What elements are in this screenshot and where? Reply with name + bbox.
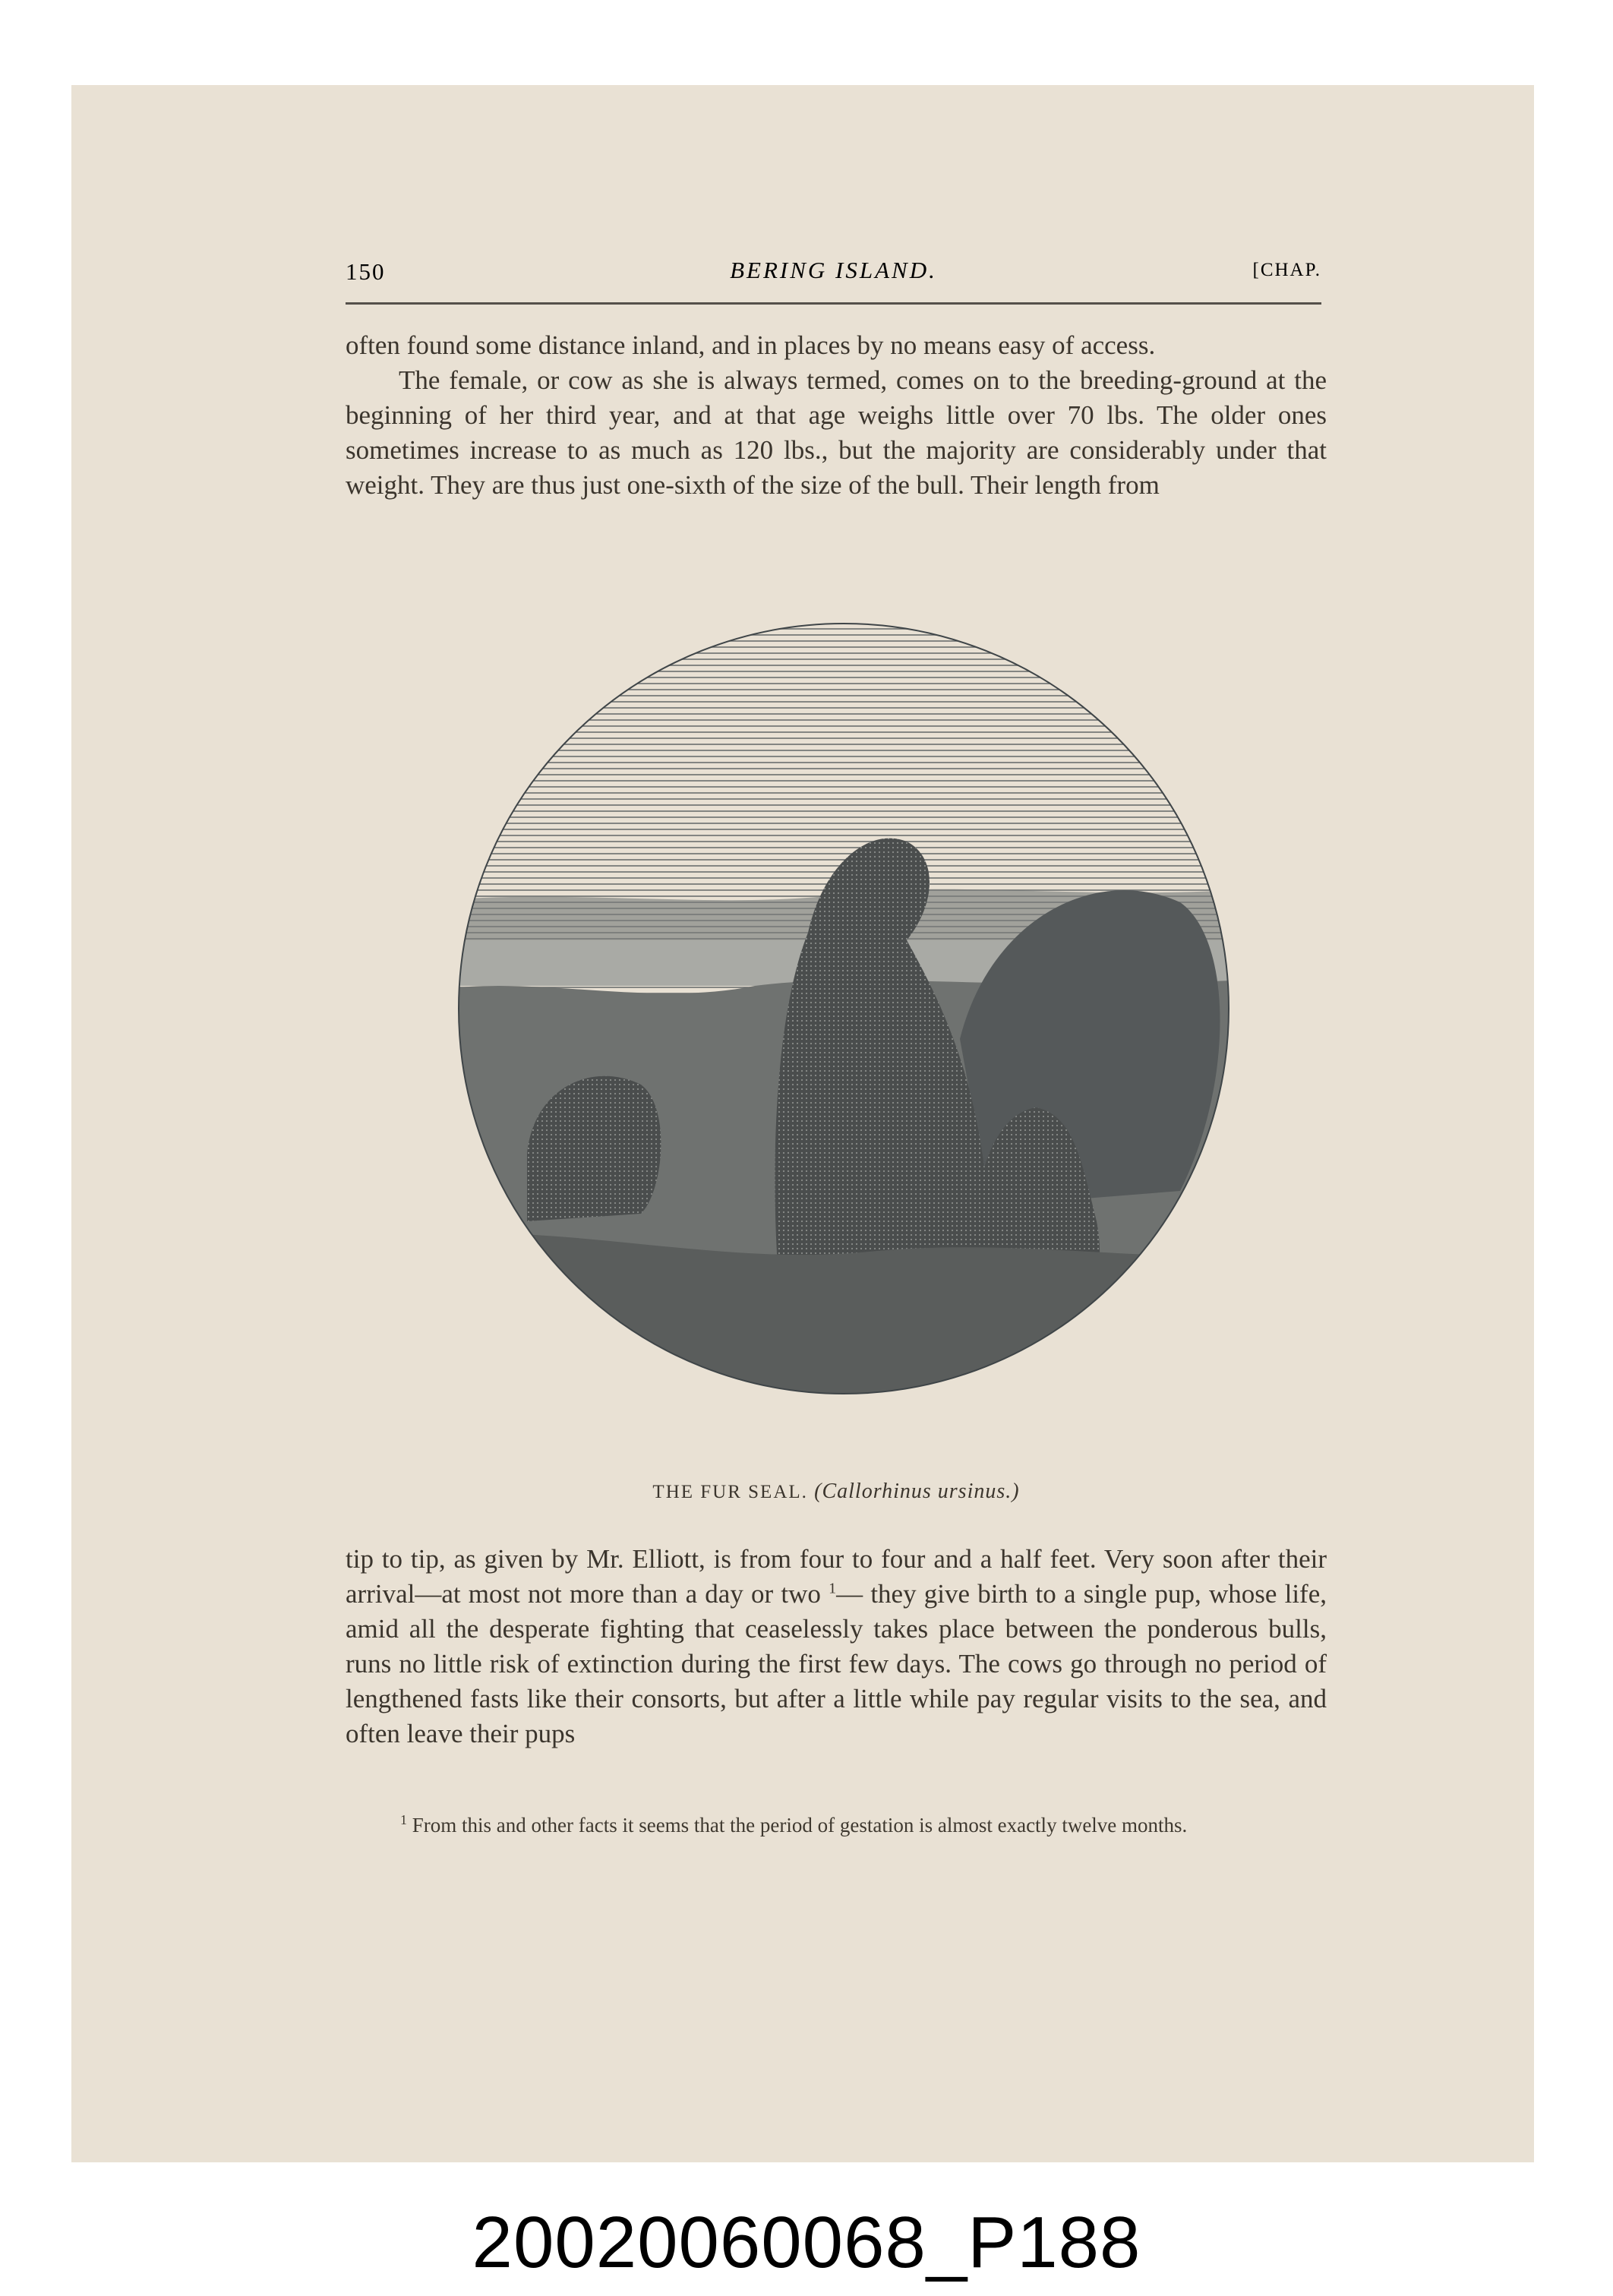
footnote-reference: 1 (829, 1580, 837, 1597)
text-before-note: tip to tip, as given by Mr. Elliott, is from four to four and a half feet. Very soon after their arrival—at most not more than a day or two (346, 1544, 1327, 1609)
body-text-top (346, 328, 1327, 503)
fur-seal-engraving (413, 614, 1275, 1476)
running-title: BERING ISLAND. (730, 257, 937, 283)
text-after-note: — they give birth to a single pup, whose life, amid all the desperate fighting that ceaselessly takes place between the ponderous bulls, runs no little risk of extinction during the first few days. The cows go through no period of lengthened fasts like their consorts, but after a little while pay regular visits to the sea, and often leave their pups (346, 1579, 1327, 1748)
engraving-scene (413, 614, 1275, 1476)
footnote-text: From this and other facts it seems that the period of gestation is almost exactly twelve months. (407, 1814, 1188, 1836)
running-header (346, 257, 1321, 305)
scan-identifier: 20020060068_P188 (472, 2202, 1141, 2283)
footnote-mark: 1 (400, 1812, 407, 1827)
caption-name: THE FUR SEAL. (652, 1482, 808, 1502)
chapter-marker: [CHAP. (1252, 260, 1321, 280)
footnote (346, 1811, 1327, 1839)
page-number: 150 (346, 258, 386, 285)
elliott-paragraph (346, 1542, 1327, 1751)
female-paragraph: The female, or cow as she is always termed, comes on to the breeding-ground at the beginning of her third year, and at that age weighs little over 70 lbs. The older ones sometimes increase to as much as 120 lbs., but the majority are considerably under that weight. They are thus just one-sixth of the size of the bull. Their length from (346, 365, 1327, 500)
continuation-paragraph: often found some distance inland, and in places by no means easy of access. (346, 330, 1156, 360)
figure-caption (346, 1480, 1327, 1504)
body-text-bottom (346, 1542, 1327, 1751)
caption-latin: (Callorhinus ursinus.) (814, 1480, 1020, 1503)
foreground-grass (413, 1233, 1275, 1476)
